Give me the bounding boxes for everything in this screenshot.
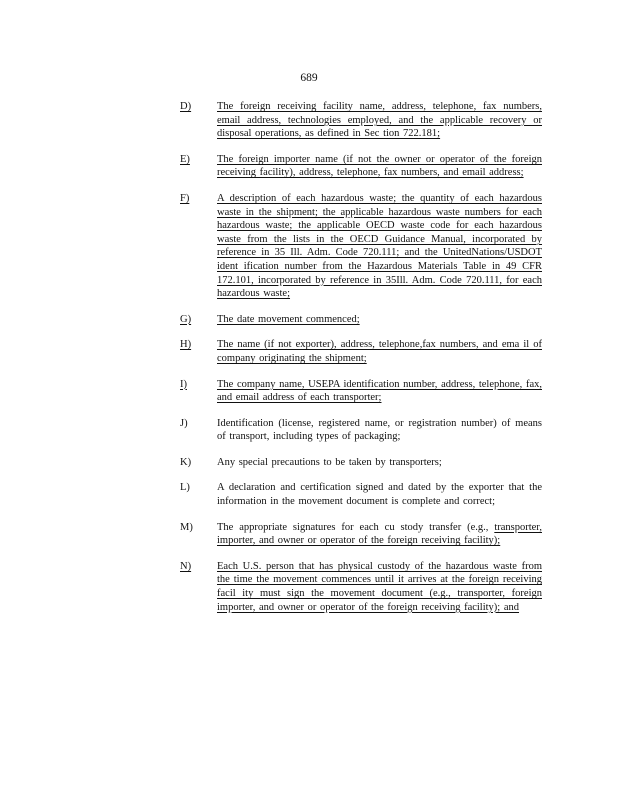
item-label: L) xyxy=(180,482,190,494)
list-item-n xyxy=(180,560,542,614)
item-list xyxy=(180,100,542,614)
item-text xyxy=(217,521,542,548)
list-item-h xyxy=(180,338,542,365)
list-item-l xyxy=(180,481,542,508)
item-text: The foreign receiving facility name, address, telephone, fax numbers, email address, technologies employed, and the applicable recovery or disposal operations, as defined in Sec tion 722.181; xyxy=(217,101,542,140)
list-item-m xyxy=(180,521,542,548)
item-text: The name (if not exporter), address, telephone,fax numbers, and ema il of company originating the shipment; xyxy=(217,339,542,364)
item-text: The date movement commenced; xyxy=(217,313,360,325)
item-label: D) xyxy=(180,101,192,112)
list-item-j xyxy=(180,417,542,444)
item-text-plain: The appropriate signatures for each cu stody transfer (e.g., xyxy=(217,521,489,533)
item-text: Any special precautions to be taken by transporters; xyxy=(217,456,442,468)
page-number: 689 xyxy=(300,72,318,84)
item-label: M) xyxy=(180,521,193,533)
item-text: The company name, USEPA identification number, address, telephone, fax, and email address of each transporter; xyxy=(217,378,542,404)
list-item-e xyxy=(180,153,542,180)
list-item-i xyxy=(180,378,542,405)
item-text: The foreign importer name (if not the owner or operator of the foreign receiving facility), address, telephone, fax numbers, and email address; xyxy=(217,153,542,179)
item-label: H) xyxy=(180,339,192,351)
item-label: J) xyxy=(180,417,188,429)
item-label: I) xyxy=(180,378,187,390)
item-label: G) xyxy=(180,313,192,325)
list-item-d xyxy=(180,100,542,141)
item-label: N) xyxy=(180,560,192,572)
item-label: K) xyxy=(180,456,192,468)
list-item-k xyxy=(180,456,542,470)
item-label: F) xyxy=(180,192,190,204)
item-text: A description of each hazardous waste; the quantity of each hazardous waste in the shipment; the applicable hazardous waste numbers for each hazardous waste; the applicable OECD waste code for each hazardous waste from the lists in the OECD Guidance Manual, incorporated by reference in 35 Ill. Adm. Code 720.111; and the UnitedNations/USDOT ident ification number from the Hazardous Materials Table in 49 CFR 172.101, incorporated by reference in 35Ill. Adm. Code 720.111, for each hazardous waste; xyxy=(217,192,542,300)
item-text: Each U.S. person that has physical custody of the hazardous waste from the time the movement commences until it arrives at the foreign receiving facil ity must sign the movement document (e.g., transporter, foreign importer, and owner or operator of the foreign receiving facility); and xyxy=(217,560,542,613)
item-label: E) xyxy=(180,153,190,165)
item-text: Identification (license, registered name, or registration number) of means of transport, including types of packaging; xyxy=(217,417,542,443)
list-item-f xyxy=(180,192,542,301)
item-text-underlined: transporter, importer, and owner or operator of the foreign receiving facility); xyxy=(217,521,542,547)
list-item-g xyxy=(180,313,542,327)
item-text: A declaration and certification signed and dated by the exporter that the information in the movement document is complete and correct; xyxy=(217,482,542,508)
